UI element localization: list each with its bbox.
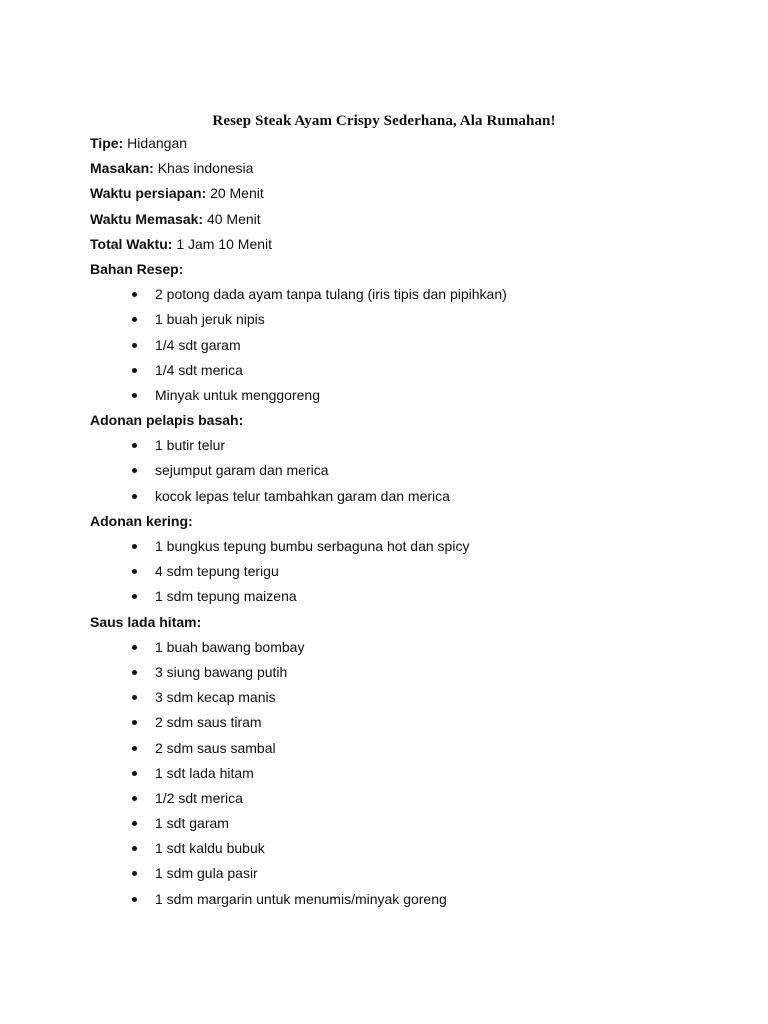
list-item (90, 586, 730, 611)
bullet-icon (132, 645, 137, 650)
list-item-text: 1 sdm margarin untuk menumis/minyak goreng (155, 890, 447, 907)
meta-value: 20 Menit (210, 185, 264, 202)
bullet-icon (132, 846, 137, 851)
section-title-black-pepper-sauce: Saus lada hitam: (90, 613, 202, 630)
list-item-text: 1 sdm tepung maizena (155, 588, 297, 605)
list-item (90, 536, 730, 561)
list-item-text: 1 sdt garam (155, 815, 229, 832)
list-item-text: Minyak untuk menggoreng (155, 386, 320, 403)
list-item-text: 1 buah jeruk nipis (155, 311, 265, 328)
list-item-text: 3 siung bawang putih (155, 663, 288, 680)
list-item-text: 1 bungkus tepung bumbu serbaguna hot dan spicy (155, 538, 470, 554)
bullet-icon (132, 443, 137, 448)
list-item-text: 3 sdm kecap manis (155, 689, 276, 706)
bullet-icon (132, 670, 137, 675)
list-item (90, 662, 730, 687)
list-item (90, 309, 730, 334)
bullet-icon (132, 494, 137, 499)
list-item-text: 2 sdm saus tiram (155, 714, 262, 731)
bullet-icon (132, 368, 137, 373)
list-item-text: 1/4 sdt merica (155, 361, 243, 378)
dry-batter-list (90, 536, 730, 612)
list-item-text: 1 butir telur (155, 437, 226, 454)
list-item (90, 486, 730, 511)
list-item (90, 284, 730, 309)
bullet-icon (132, 897, 137, 902)
list-item-text: kocok lepas telur tambahkan garam dan merica (155, 487, 450, 504)
bullet-icon (132, 821, 137, 826)
list-item (90, 889, 730, 914)
list-item-text: 1 buah bawang bombay (155, 638, 305, 655)
meta-type (90, 133, 730, 158)
bullet-icon (132, 695, 137, 700)
list-item (90, 712, 730, 737)
bullet-icon (132, 771, 137, 776)
section-title-wet-batter: Adonan pelapis basah: (90, 412, 244, 429)
meta-value: 40 Menit (206, 210, 261, 227)
bullet-icon (132, 871, 137, 876)
bullet-icon (132, 343, 137, 348)
list-item (90, 788, 730, 813)
black-pepper-sauce-list (90, 637, 730, 914)
meta-value: 1 Jam 10 Menit (176, 235, 273, 252)
list-item (90, 763, 730, 788)
bullet-icon (132, 720, 137, 725)
list-item-text: 1/4 sdt garam (155, 336, 241, 353)
meta-label: Waktu Memasak: (90, 210, 204, 227)
section-title-dry-batter: Adonan kering: (90, 512, 193, 529)
list-item-text: 2 potong dada ayam tanpa tulang (iris tipis dan pipihkan) (155, 286, 507, 303)
meta-prep-time (90, 183, 730, 208)
bullet-icon (132, 317, 137, 322)
bullet-icon (132, 569, 137, 574)
meta-label: Tipe: (90, 135, 124, 151)
list-item (90, 435, 730, 460)
meta-cuisine (90, 158, 730, 183)
list-item (90, 460, 730, 485)
bullet-icon (132, 468, 137, 473)
list-item (90, 863, 730, 888)
list-item-text: sejumput garam dan merica (155, 462, 329, 479)
list-item (90, 637, 730, 662)
list-item (90, 813, 730, 838)
bullet-icon (132, 292, 137, 297)
list-item (90, 738, 730, 763)
list-item (90, 385, 730, 410)
bullet-icon (132, 796, 137, 801)
bullet-icon (132, 594, 137, 599)
list-item (90, 687, 730, 712)
meta-label: Masakan: (90, 160, 154, 177)
list-item (90, 360, 730, 385)
list-item-text: 4 sdm tepung terigu (155, 563, 279, 580)
meta-total-time (90, 234, 730, 259)
bullet-icon (132, 544, 137, 549)
meta-value: Hidangan (127, 135, 188, 151)
meta-cook-time (90, 209, 730, 234)
recipe-title: Resep Steak Ayam Crispy Sederhana, Ala Rumahan! (212, 113, 556, 129)
meta-value: Khas indonesia (157, 160, 254, 177)
list-item (90, 561, 730, 586)
meta-label: Waktu persiapan: (90, 185, 207, 202)
meta-label: Total Waktu: (90, 235, 173, 252)
list-item-text: 1 sdt kaldu bubuk (155, 840, 265, 857)
list-item-text: 2 sdm saus sambal (155, 739, 276, 756)
wet-batter-list (90, 435, 730, 511)
list-item-text: 1/2 sdt merica (155, 789, 243, 806)
list-item-text: 1 sdm gula pasir (155, 865, 258, 882)
section-title-ingredients: Bahan Resep: (90, 260, 184, 277)
list-item-text: 1 sdt lada hitam (155, 764, 254, 781)
list-item (90, 838, 730, 863)
recipe-content (90, 133, 730, 914)
bullet-icon (132, 393, 137, 398)
list-item (90, 335, 730, 360)
bullet-icon (132, 746, 137, 751)
ingredients-list (90, 284, 730, 410)
